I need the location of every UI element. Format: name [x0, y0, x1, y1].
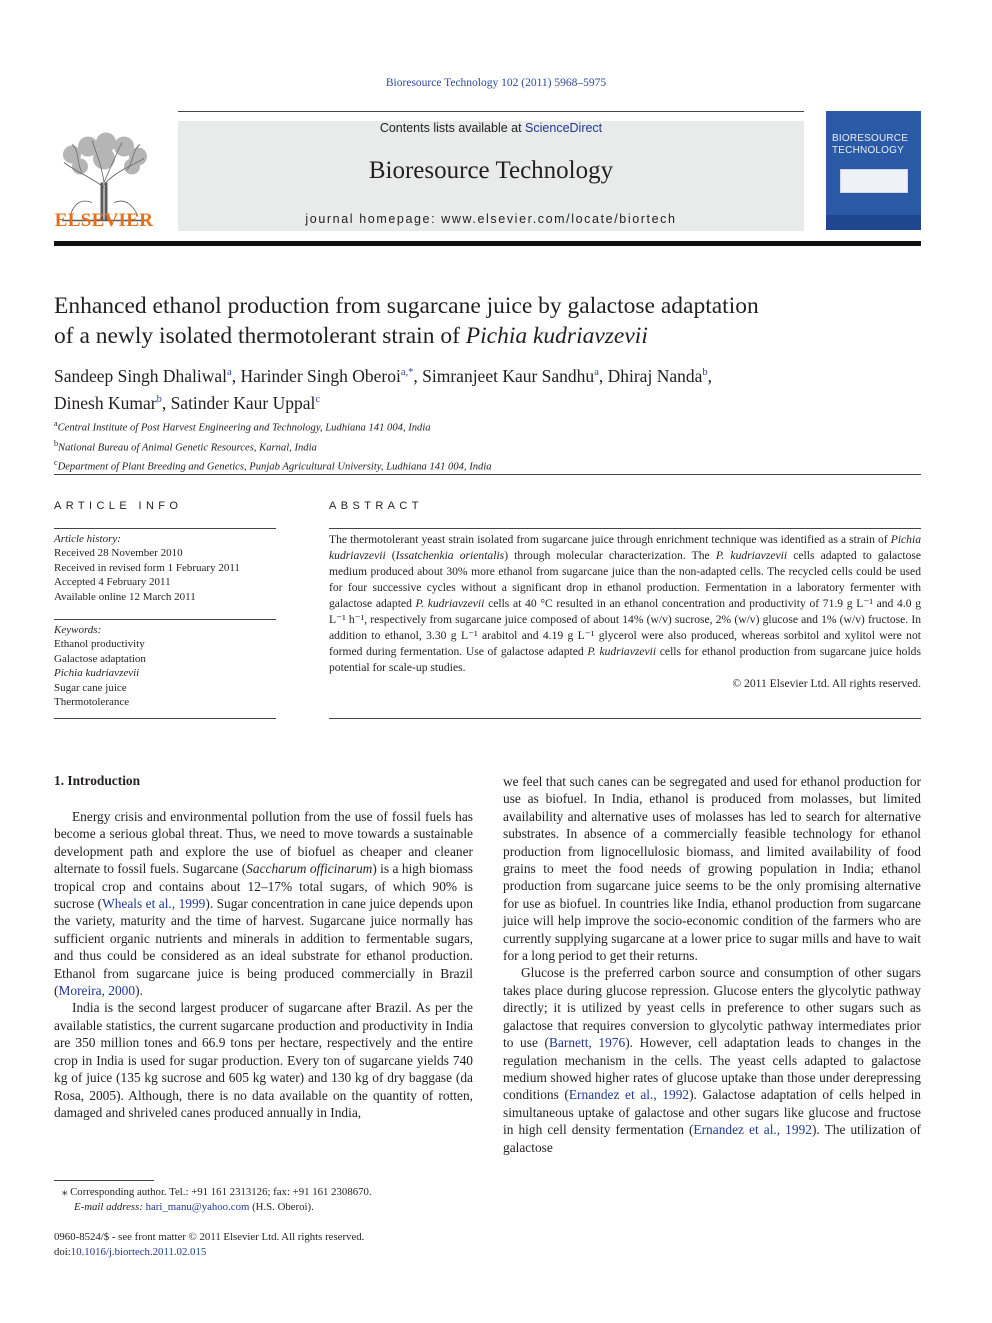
article-history — [54, 532, 276, 604]
intro-paragraph: we feel that such canes can be segregated and used for ethanol production for use as biofuel. In India, ethanol is produced from molasses, but limited availability and alternative uses of molasses has led to search for alternative substrates. In absence of a commercially feasible technology for ethanol production from lignocellulosic biomass, and limited availability of food grains to meet the food needs of growing population in India; ethanol production from sugarcane juice seems to be the only promising alternative for use as biofuel. In countries like India, ethanol production from sugarcane juice will help improve the socio-economic condition of the farmers who are currently supplying sugarcane at a lower price to sugar mills and have to wait for a long period to get their returns. — [503, 774, 921, 964]
abstract-heading: ABSTRACT — [329, 500, 423, 512]
paragraph-segment: ) is a high biomass tropical crop and contains about 12–17% total sugars, of which 90% is sucrose ( — [54, 861, 473, 912]
cover-title-2: TECHNOLOGY — [832, 145, 905, 156]
doi-line — [54, 1245, 484, 1260]
author-name[interactable]: Dhiraj Nanda — [607, 365, 703, 386]
affiliation-sup: b — [54, 438, 58, 448]
abstract-italic: P. kudriavzevii — [715, 549, 788, 562]
title-species: Pichia kudriavzevii — [465, 323, 648, 349]
affiliation-item — [54, 455, 914, 475]
header-thick-rule — [54, 241, 921, 246]
author-affil-sup[interactable]: c — [315, 393, 321, 405]
author-separator: , — [161, 392, 171, 413]
abstract-rule — [329, 528, 921, 529]
abstract-segment: ( — [385, 549, 396, 562]
journal-name: Bioresource Technology — [368, 157, 614, 184]
paragraph-segment: Energy crisis and environmental pollution from the use of fossil fuels has become a serious global threat. Thus, we need to move towards a sustainable development path and explore the use of biofuel as cheaper and cleaner alternate to fossil fuels. Sugarcane ( — [54, 809, 473, 877]
abstract-segment: ) through molecular characterization. The — [504, 549, 716, 562]
paragraph-segment: Glucose is the preferred carbon source and consumption of other sugars takes place during glucose repression. Glucose enters the glycolytic pathway directly; it is utilized by yeast cells in preference to other sugars such as galactose that requires conversion to glycolytic pathway intermediates prior to use ( — [503, 965, 921, 1051]
journal-cover-thumbnail[interactable] — [826, 111, 921, 230]
corresponding-author-footnote — [54, 1185, 484, 1215]
cover-image — [840, 169, 908, 193]
header-rule — [178, 111, 804, 112]
article-title — [54, 291, 914, 351]
sciencedirect-link[interactable]: ScienceDirect — [525, 121, 603, 135]
title-line-1: Enhanced ethanol production from sugarcane juice by galactose adaptation — [54, 293, 759, 319]
affiliation-text: Department of Plant Breeding and Genetics, Punjab Agricultural University, Ludhiana 141 004, India — [57, 461, 492, 473]
doi-label: doi: — [54, 1246, 71, 1258]
abstract-segment: cells adapted to galactose medium produced about 30% more ethanol from sugarcane juice than the non-adapted cells. The recycled cells could be used for four successive cycles without a significant drop in ethanol production. Fermentation in a laboratory fermenter with galactose adapted — [329, 549, 922, 610]
issn-line: 0960-8524/$ - see front matter © 2011 Elsevier Ltd. All rights reserved. — [54, 1231, 365, 1243]
author-name[interactable]: Satinder Kaur Uppal — [170, 392, 316, 413]
paragraph-segment: ). — [135, 983, 143, 999]
footnote-rule — [54, 1180, 154, 1181]
article-info-heading: ARTICLE INFO — [54, 500, 183, 512]
abstract-italic: Pichia kudriavzevii — [329, 533, 921, 562]
abstract-italic: P. kudriavzevii — [415, 597, 485, 610]
citation-link[interactable]: Wheals et al., 1999 — [102, 896, 206, 912]
paragraph-segment: ). However, cell adaptation leads to changes in the regulation mechanism in the cells. The yeast cells adapted to galactose medium showed higher rates of glucose uptake than those under derepressing conditions ( — [503, 1035, 921, 1103]
article-info-rule — [54, 718, 276, 719]
cover-title-1: BIORESOURCE — [832, 133, 909, 144]
keyword-item: Ethanol productivity — [54, 638, 145, 651]
author-separator: , — [707, 365, 712, 386]
abstract-italic: P. kudriavzevii — [587, 645, 657, 658]
keyword-item: Pichia kudriavzevii — [54, 667, 140, 680]
body-column-left — [54, 808, 473, 1121]
journal-citation[interactable]: Bioresource Technology 102 (2011) 5968–5975 — [385, 77, 607, 89]
author-affil-sup[interactable]: b — [156, 393, 162, 405]
author-affil-sup[interactable]: a — [594, 367, 599, 378]
email-label: E-mail address: — [74, 1201, 146, 1213]
affiliation-item — [54, 436, 914, 456]
author-list — [54, 361, 914, 415]
abstract-text — [329, 532, 921, 692]
intro-paragraph — [54, 808, 473, 999]
citation-link[interactable]: Ernandez et al., 1992 — [693, 1122, 812, 1138]
history-item: Accepted 4 February 2011 — [54, 576, 171, 589]
history-item: Available online 12 March 2011 — [54, 590, 196, 603]
corresponding-author: ⁎ Corresponding author. Tel.: +91 161 2313126; fax: +91 161 2308670. — [62, 1186, 372, 1198]
author-name[interactable]: Dinesh Kumar — [54, 392, 157, 413]
abstract-copyright: © 2011 Elsevier Ltd. All rights reserved. — [732, 677, 921, 690]
paragraph-italic: Saccharum officinarum — [246, 861, 373, 877]
email-suffix: (H.S. Oberoi). — [249, 1201, 314, 1213]
abstract-segment: cells for ethanol production from sugarcane juice holds potential for scale-up studies. — [329, 645, 921, 674]
paragraph-segment: ). Sugar concentration in cane juice depends upon the variety, maturity and the time of harvest. Sugarcane juice normally has sufficient organic nutrients and minerals in addition to fermentable sugars, and thus could be considered as an ideal substrate for ethanol production. Ethanol from sugarcane juice is being produced commercially in Brazil ( — [54, 896, 474, 999]
citation-link[interactable]: Ernandez et al., 1992 — [568, 1087, 690, 1103]
abstract-segment: cells at 40 °C resulted in an ethanol concentration and productivity of 71.9 g L⁻¹ and 4.0 g L⁻¹ h⁻¹, respectively from sugarcane juice composed of about 14% (w/v) sucrose, 2% (w/v) glucose and 1% (w/v) fructose. In addition to ethanol, 3.30 g L⁻¹ arabitol and 4.19 g L⁻¹ glycerol were also produced, whereas sorbitol and xylitol were not formed during fermentation. Use of galactose adapted — [329, 597, 921, 658]
affiliations — [54, 416, 914, 475]
affiliation-text: Central Institute of Post Harvest Engineering and Technology, Ludhiana 141 004, India — [57, 422, 431, 434]
title-line-2 — [54, 321, 914, 351]
keyword-item: Sugar cane juice — [54, 681, 127, 694]
affiliation-item — [54, 416, 914, 436]
journal-homepage[interactable]: journal homepage: www.elsevier.com/locate/biortech — [305, 212, 677, 226]
article-info-rule — [54, 528, 276, 529]
paragraph-segment: ). The utilization of galactose — [503, 1122, 921, 1155]
email-link[interactable]: hari_manu@yahoo.com — [145, 1201, 250, 1213]
author-affil-sup[interactable]: a,* — [400, 367, 414, 378]
article-info-rule — [54, 619, 276, 620]
intro-paragraph — [503, 964, 921, 1155]
intro-paragraph: India is the second largest producer of sugarcane after Brazil. As per the available statistics, the current sugarcane production and productivity in India are 350 million tones and 66.9 tons per hectare, respectively and the entire crop in India is used for sugar production. Every ton of sugarcane yields 740 kg of juice (135 kg sucrose and 605 kg water) and 130 kg of dry baggase (da Rosa, 2005). Although, there is no data available on the quantity of rotten, damaged and shriveled canes produced annually in India, — [54, 1000, 473, 1120]
affiliation-sup: a — [54, 419, 58, 428]
citation-link[interactable]: Barnett, 1976 — [549, 1035, 626, 1051]
contents-prefix: Contents lists available at — [379, 121, 526, 135]
author-separator: , — [598, 365, 608, 386]
cover-footer-bar — [826, 215, 921, 230]
abstract-rule — [329, 718, 921, 719]
citation-link[interactable]: Moreira, 2000 — [58, 983, 136, 999]
abstract-segment: The thermotolerant yeast strain isolated from sugarcane juice through enrichment technique was identified as a strain of — [329, 533, 891, 546]
author-separator: , — [413, 365, 423, 386]
contents-line — [178, 121, 804, 135]
history-item: Received 28 November 2010 — [54, 547, 183, 560]
elsevier-wordmark: ELSEVIER — [54, 210, 154, 231]
issn-doi — [54, 1230, 484, 1260]
abstract-italic: Issatchenkia orientalis — [395, 549, 505, 562]
paragraph-segment: ). Galactose adaptation of cells helped in simultaneous uptake of galactose and other sugars like glucose and fructose in high cell density fermentation ( — [503, 1087, 921, 1138]
author-separator: , — [231, 365, 241, 386]
keyword-item: Galactose adaptation — [54, 652, 146, 665]
author-name[interactable]: Harinder Singh Oberoi — [240, 365, 401, 386]
doi-link[interactable]: 10.1016/j.biortech.2011.02.015 — [70, 1246, 207, 1258]
email-line — [54, 1200, 484, 1215]
history-label: Article history: — [54, 533, 121, 545]
affiliation-sup: c — [54, 458, 58, 468]
keywords-label: Keywords: — [54, 624, 102, 636]
title-line-2-text: of a newly isolated thermotolerant strain of — [54, 323, 466, 349]
history-item: Received in revised form 1 February 2011 — [54, 561, 240, 574]
author-name[interactable]: Sandeep Singh Dhaliwal — [54, 365, 228, 386]
author-line-1 — [54, 361, 914, 388]
author-line-2 — [54, 388, 914, 415]
affiliation-text: National Bureau of Animal Genetic Resources, Karnal, India — [58, 442, 317, 454]
author-name[interactable]: Simranjeet Kaur Sandhu — [422, 365, 595, 386]
section-heading-introduction: 1. Introduction — [54, 773, 141, 788]
keyword-item: Thermotolerance — [54, 696, 130, 709]
author-affil-sup[interactable]: b — [702, 367, 708, 378]
body-column-right — [503, 773, 921, 1156]
title-rule — [54, 474, 921, 475]
keywords — [54, 623, 276, 709]
author-affil-sup[interactable]: a — [227, 367, 232, 378]
